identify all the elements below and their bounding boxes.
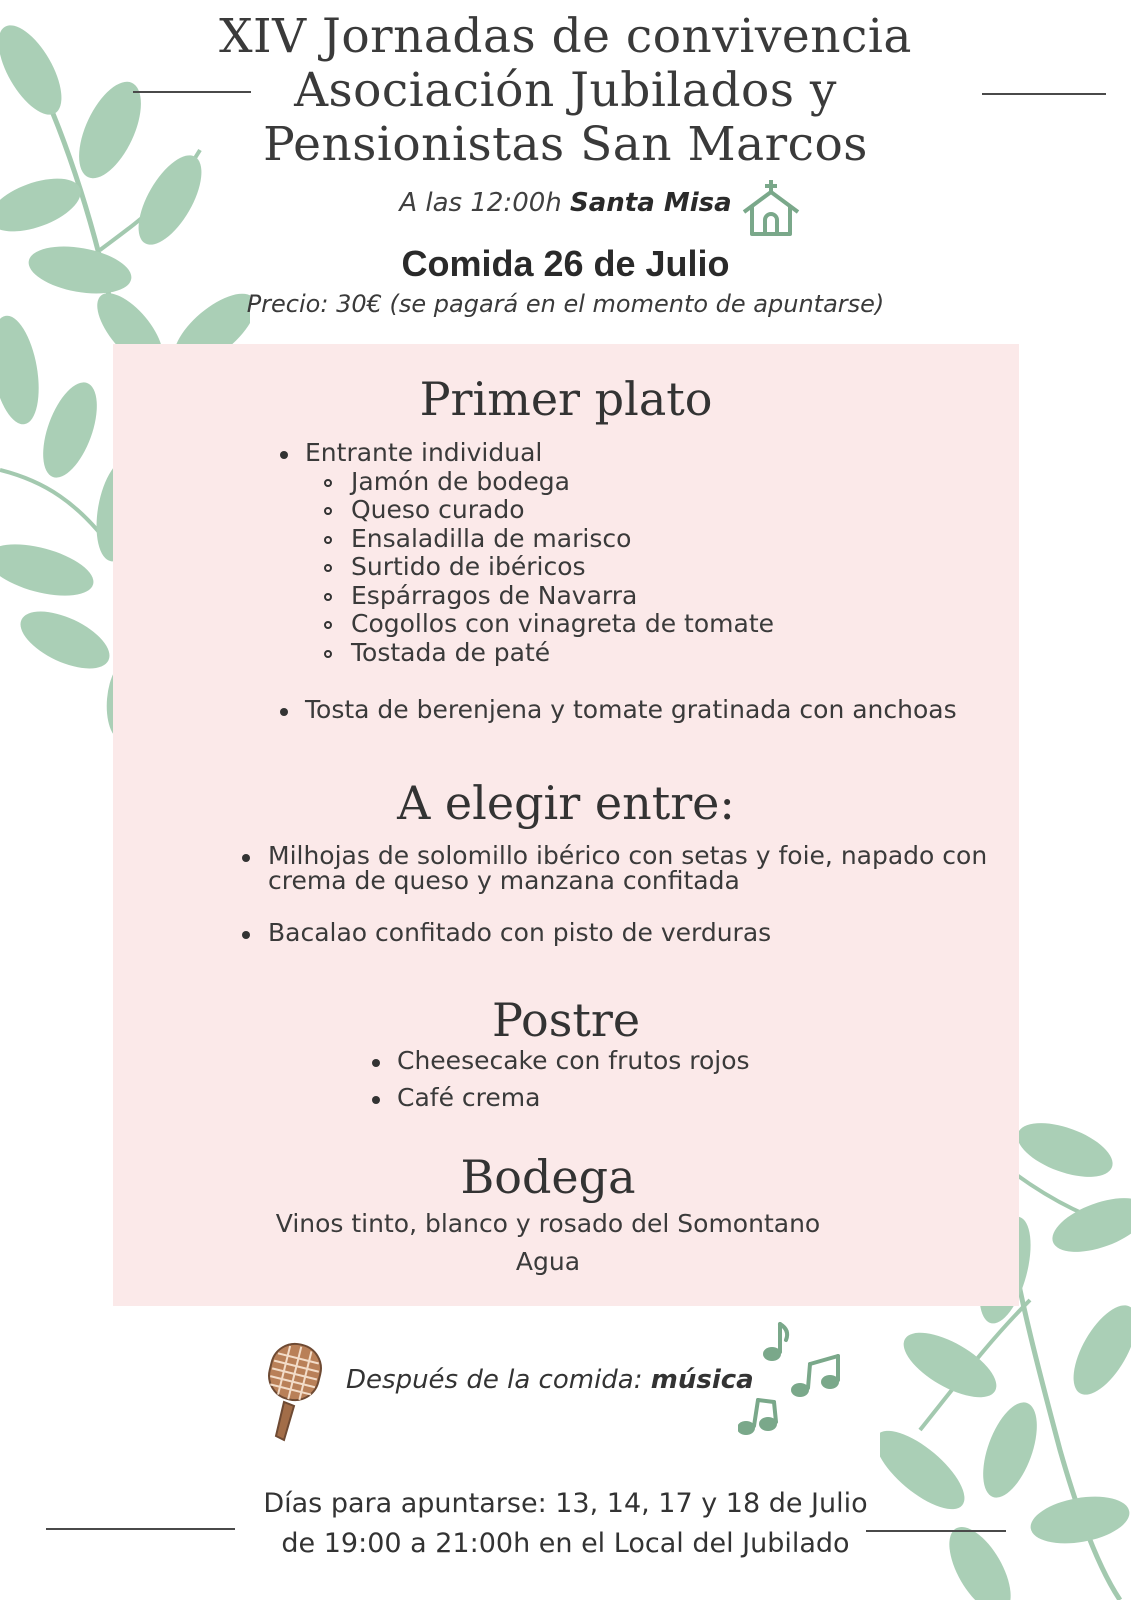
- meal-heading: Comida 26 de Julio: [401, 243, 730, 284]
- list-item: Ensaladilla de marisco: [351, 525, 631, 553]
- list-item: Cheesecake con frutos rojos: [397, 1047, 750, 1075]
- sub-bullet-icon: [324, 564, 332, 572]
- mass-prefix: A las 12:00h: [399, 188, 571, 218]
- list-item: Café crema: [397, 1084, 540, 1112]
- list-item: Tostada de paté: [351, 639, 550, 667]
- list-item: Surtido de ibéricos: [351, 553, 586, 581]
- title-divider-left: [133, 91, 251, 93]
- sub-bullet-icon: [324, 621, 332, 629]
- bullet-icon: [372, 1096, 380, 1104]
- list-item: Bacalao confitado con pisto de verduras: [268, 919, 771, 947]
- signup-days: Días para apuntarse: 13, 14, 17 y 18 de Julio: [263, 1488, 868, 1519]
- music-notes-icon: [738, 1318, 848, 1446]
- sub-bullet-icon: [324, 536, 332, 544]
- sub-bullet-icon: [324, 593, 332, 601]
- list-item: Milhojas de solomillo ibérico con setas y foie, napado con crema de queso y manzana confitada: [268, 842, 987, 895]
- list-item: Cogollos con vinagreta de tomate: [351, 610, 774, 638]
- section-title-primer-plato: Primer plato: [419, 372, 713, 426]
- bullet-icon: [280, 708, 288, 716]
- signup-hours: de 19:00 a 21:00h en el Local del Jubilado: [281, 1528, 850, 1559]
- list-item: Queso curado: [351, 496, 525, 524]
- church-icon: [740, 178, 802, 238]
- after-meal-line: [346, 1365, 754, 1395]
- bodega-wines: Vinos tinto, blanco y rosado del Somontano: [275, 1209, 821, 1238]
- section-title-a-elegir: A elegir entre:: [397, 776, 735, 830]
- list-item: Entrante individual: [305, 439, 542, 467]
- title-divider-right: [982, 93, 1106, 95]
- title-line: Asociación Jubilados y: [294, 63, 837, 118]
- microphone-icon: [258, 1340, 328, 1444]
- bullet-icon: [280, 451, 288, 459]
- bullet-icon: [372, 1059, 380, 1067]
- price-note: Precio: 30€ (se pagará en el momento de apuntarse): [246, 290, 885, 318]
- mass-event: Santa Misa: [570, 188, 732, 218]
- section-title-postre: Postre: [491, 993, 641, 1047]
- bullet-icon: [242, 854, 250, 862]
- title-line: XIV Jornadas de convivencia: [219, 9, 912, 64]
- title-line: Pensionistas San Marcos: [263, 117, 868, 172]
- bodega-water: Agua: [515, 1247, 581, 1276]
- section-title-bodega: Bodega: [460, 1150, 636, 1204]
- sub-bullet-icon: [324, 479, 332, 487]
- after-meal-prefix: Después de la comida:: [346, 1365, 651, 1395]
- list-item: Jamón de bodega: [351, 468, 570, 496]
- mass-line: [0, 188, 1131, 218]
- bullet-icon: [242, 931, 250, 939]
- list-item: Tosta de berenjena y tomate gratinada con anchoas: [305, 696, 957, 724]
- after-meal-highlight: música: [650, 1365, 754, 1395]
- sub-bullet-icon: [324, 507, 332, 515]
- list-item: Espárragos de Navarra: [351, 582, 637, 610]
- sub-bullet-icon: [324, 650, 332, 658]
